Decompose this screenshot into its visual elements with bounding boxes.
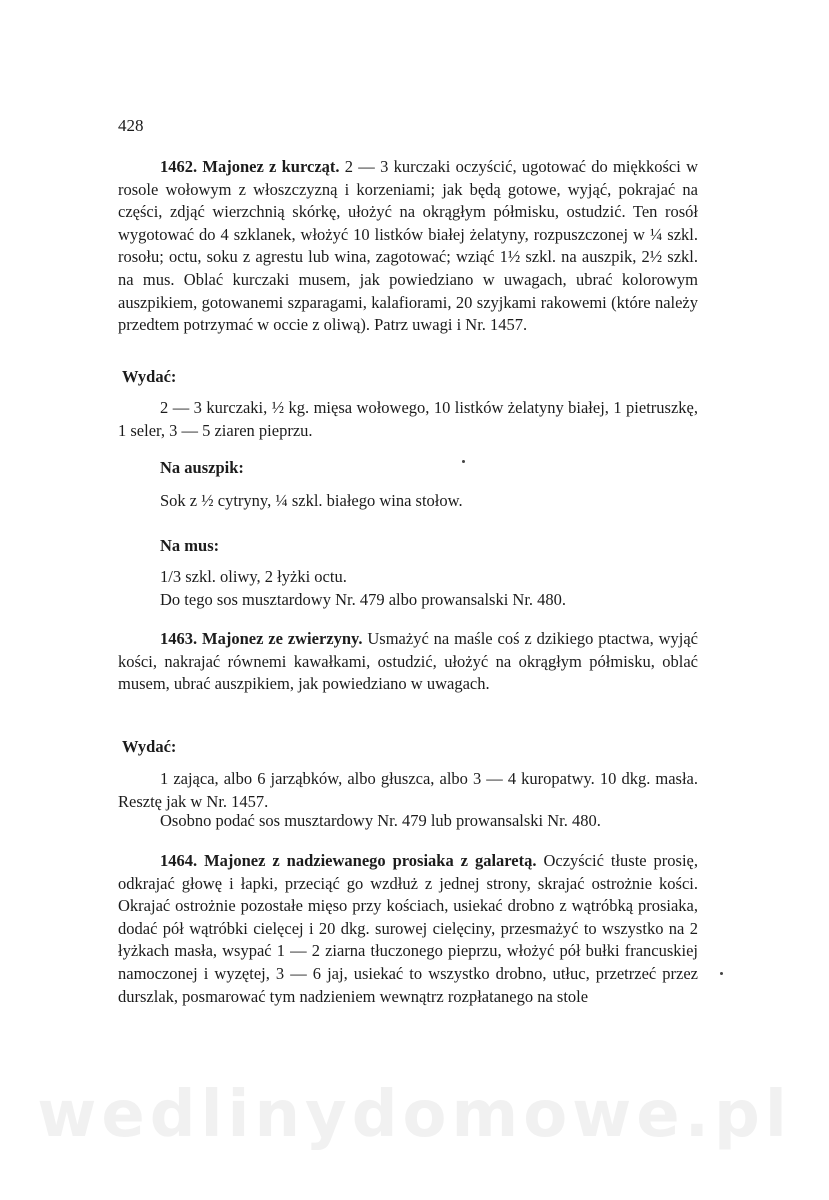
recipe-1462-body: 2 — 3 kurczaki oczyścić, ugotować do miękkości w rosole wołowym z włoszczyzną i korzeniami; jak będą gotowe, wyjąć, pokrajać na części, zdjąć wierzchnią skórkę, ułożyć na okrągłym półmisku, ostudzić. Ten rosół wygotować do 4 szklanek, włożyć 10 listków białej żelatyny, rozpuszczonej w ¼ szkl. rosołu; octu, soku z agrestu lub wina, zagotować; wziąć 1½ szkl. na auszpik, 2½ szkl. na mus. Oblać kurczaki musem, jak powiedziano w uwagach, ubrać kolorowym auszpikiem, gotowanemi szparagami, kalafiorami, 20 szyjkami rakowemi (które należy przedtem potrzymać w occie z oliwą). Patrz uwagi i Nr. 1457. [118, 157, 698, 335]
recipe-1462-auszpik-heading: Na auszpik: [160, 458, 244, 477]
recipe-1463-serve-heading: Wydać: [122, 737, 177, 756]
recipe-1462-serve-heading: Wydać: [122, 367, 177, 386]
recipe-1462-title: 1462. Majonez z kurcząt. [160, 157, 340, 176]
page-number: 428 [118, 116, 144, 135]
recipe-1463-serve-line-2: Osobno podać sos musztardowy Nr. 479 lub prowansalski Nr. 480. [160, 811, 601, 830]
recipe-1464-body: Oczyścić tłuste prosię, odkrajać głowę i łapki, przeciąć go wzdłuż z jednej strony, skrajać ostrożnie kości. Okrajać ostrożnie pozostałe mięso przy kościach, usiekać drobno z wątróbką prosiaka, dodać pół wątróbki cielęcej i 20 dkg. surowej cielęciny, przesmażyć to wszystko na 2 łyżkach masła, wsypać 1 — 2 ziarna tłuczonego pieprzu, włożyć pół bułki francuskiej namoczonej i wyzętej, 3 — 6 jaj, usiekać to wszystko drobno, utłuc, przetrzeć przez durszlak, posmarować tym nadzieniem wewnątrz rozpłatanego na stole [118, 851, 698, 1006]
watermark: wedlinydomowe.pl [37, 1078, 792, 1152]
recipe-1464-paragraph [118, 850, 698, 1008]
scan-speck [462, 460, 465, 463]
recipe-1463-title: 1463. Majonez ze zwierzyny. [160, 629, 363, 648]
recipe-1463-paragraph [118, 628, 698, 696]
recipe-1462-mus-heading: Na mus: [160, 536, 220, 555]
scan-speck [720, 972, 723, 975]
recipe-1463-serve-text: 1 zająca, albo 6 jarząbków, albo głuszca, albo 3 — 4 kuropatwy. 10 dkg. masła. Resztę jak w Nr. 1457. [118, 769, 698, 811]
recipe-1462-mus-line-2: Do tego sos musztardowy Nr. 479 albo prowansalski Nr. 480. [160, 590, 567, 609]
recipe-1464-title: 1464. Majonez z nadziewanego prosiaka z galaretą. [160, 851, 537, 870]
recipe-1462-auszpik-text: Sok z ½ cytryny, ¼ szkl. białego wina stołow. [160, 491, 463, 510]
recipe-1462-serve-text: 2 — 3 kurczaki, ½ kg. mięsa wołowego, 10 listków żelatyny białej, 1 pietruszkę, 1 seler, 3 — 5 ziaren pieprzu. [118, 398, 698, 440]
recipe-1463-body: Usmażyć na maśle coś z dzikiego ptactwa, wyjąć kości, nakrajać równemi kawałkami, ostudzić, ułożyć na okrągłym półmisku, oblać musem, ubrać auszpikiem, jak powiedziano w uwagach. [118, 629, 698, 694]
recipe-1462-paragraph [118, 156, 698, 337]
recipe-1462-mus-line-1: 1/3 szkl. oliwy, 2 łyżki octu. [160, 567, 347, 586]
